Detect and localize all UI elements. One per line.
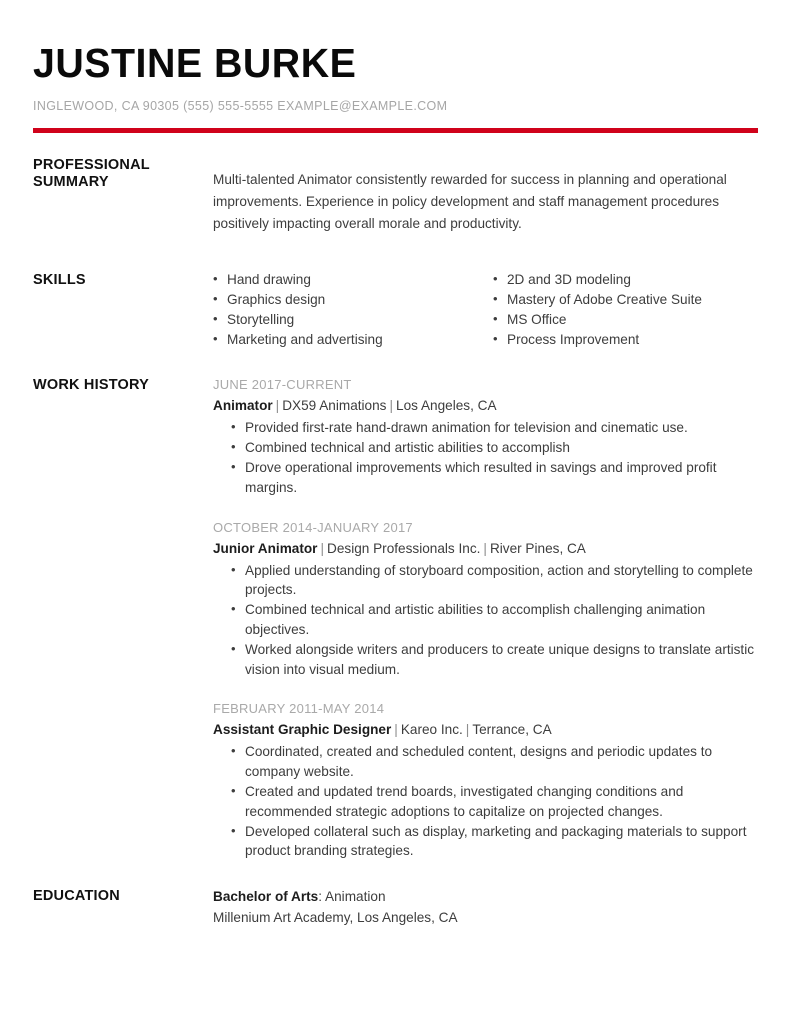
job-responsibilities [213, 561, 758, 680]
field-separator: | [275, 398, 280, 414]
education-school: Millenium Art Academy, Los Angeles, CA [213, 910, 458, 926]
list-item: • 2D and 3D modeling [493, 270, 773, 290]
list-item: • MS Office [493, 310, 773, 330]
job-role: Assistant Graphic Designer [213, 722, 392, 738]
list-item: • Graphics design [213, 290, 493, 310]
job-title-line [213, 719, 758, 740]
resume-header [33, 0, 758, 133]
field-separator: | [320, 540, 325, 556]
education-degree-name: Bachelor of Arts [213, 889, 319, 905]
job-title-line [213, 538, 758, 559]
job-location: Los Angeles, CA [396, 398, 497, 414]
job-dates: FEBRUARY 2011-MAY 2014 [213, 701, 385, 717]
list-item: • Process Improvement [493, 330, 773, 350]
section-professional-summary [33, 155, 758, 248]
job-location: River Pines, CA [489, 540, 586, 556]
contact-info: INGLEWOOD, CA 90305 (555) 555-5555 EXAMPLE@EXAMPLE.COM [33, 99, 448, 113]
section-body-work-history [213, 375, 758, 861]
section-heading-professional-summary [33, 155, 213, 191]
skills-column-left [213, 270, 493, 349]
section-heading-skills: SKILLS [33, 272, 86, 289]
section-heading-education: EDUCATION [33, 888, 120, 905]
job-company: DX59 Animations [282, 398, 387, 414]
job-dates: JUNE 2017-CURRENT [213, 377, 352, 393]
list-item: • Storytelling [213, 310, 493, 330]
section-heading-line-2: SUMMARY [33, 174, 109, 190]
education-degree-field: : Animation [318, 889, 386, 905]
section-body-skills [213, 270, 758, 349]
section-education [33, 886, 758, 928]
list-item: • Applied understanding of storyboard composition, action and storytelling to complete projects. [231, 561, 755, 601]
skills-columns [213, 270, 758, 349]
section-heading-work-history: WORK HISTORY [33, 377, 149, 394]
skills-list-right [493, 270, 773, 349]
section-skills [33, 270, 758, 349]
list-item: • Mastery of Adobe Creative Suite [493, 290, 773, 310]
list-item: • Drove operational improvements which resulted in savings and improved profit margins. [231, 458, 755, 498]
header-divider-rule [33, 128, 758, 133]
skills-list-left [213, 270, 493, 349]
education-degree-line [213, 886, 758, 907]
job-dates: OCTOBER 2014-JANUARY 2017 [213, 519, 413, 535]
job-title-line [213, 395, 758, 416]
job-responsibilities [213, 418, 758, 497]
list-item: • Marketing and advertising [213, 330, 493, 350]
summary-paragraph: Multi-talented Animator consistently rewarded for success in planning and operational improvements. Experience in policy development and staff management procedures positively impacting overall morale and productivity. [213, 171, 727, 231]
field-separator: | [483, 540, 487, 556]
section-work-history [33, 375, 758, 861]
field-separator: | [465, 722, 470, 738]
list-item: • Coordinated, created and scheduled content, designs and periodic updates to company website. [231, 742, 755, 782]
list-item: • Created and updated trend boards, investigated changing conditions and recommended strategic adoptions to capitalize on projected changes. [231, 782, 755, 822]
list-item: • Provided first-rate hand-drawn animation for television and cinematic use. [231, 418, 755, 438]
section-heading-line-1: PROFESSIONAL [33, 157, 150, 173]
list-item: • Developed collateral such as display, marketing and packaging materials to support product branding strategies. [231, 822, 755, 862]
work-history-entry [213, 518, 758, 680]
job-location: Terrance, CA [472, 722, 552, 738]
job-company: Kareo Inc. [400, 722, 463, 738]
section-body-professional-summary [213, 155, 758, 248]
section-body-education [213, 886, 758, 928]
list-item: • Combined technical and artistic abilities to accomplish [231, 438, 755, 458]
job-company: Design Professionals Inc. [327, 540, 481, 556]
job-role: Junior Animator [213, 540, 318, 556]
field-separator: | [394, 722, 398, 738]
job-responsibilities [213, 742, 758, 861]
list-item: • Worked alongside writers and producers to create unique designs to translate artistic vision into visual medium. [231, 640, 755, 680]
field-separator: | [389, 398, 394, 414]
skills-column-right [493, 270, 773, 349]
work-history-entry [213, 375, 758, 497]
list-item: • Combined technical and artistic abilities to accomplish challenging animation objectives. [231, 600, 755, 640]
list-item: • Hand drawing [213, 270, 493, 290]
job-role: Animator [213, 398, 273, 414]
candidate-name: JUSTINE BURKE [33, 40, 357, 86]
work-history-entry [213, 699, 758, 861]
